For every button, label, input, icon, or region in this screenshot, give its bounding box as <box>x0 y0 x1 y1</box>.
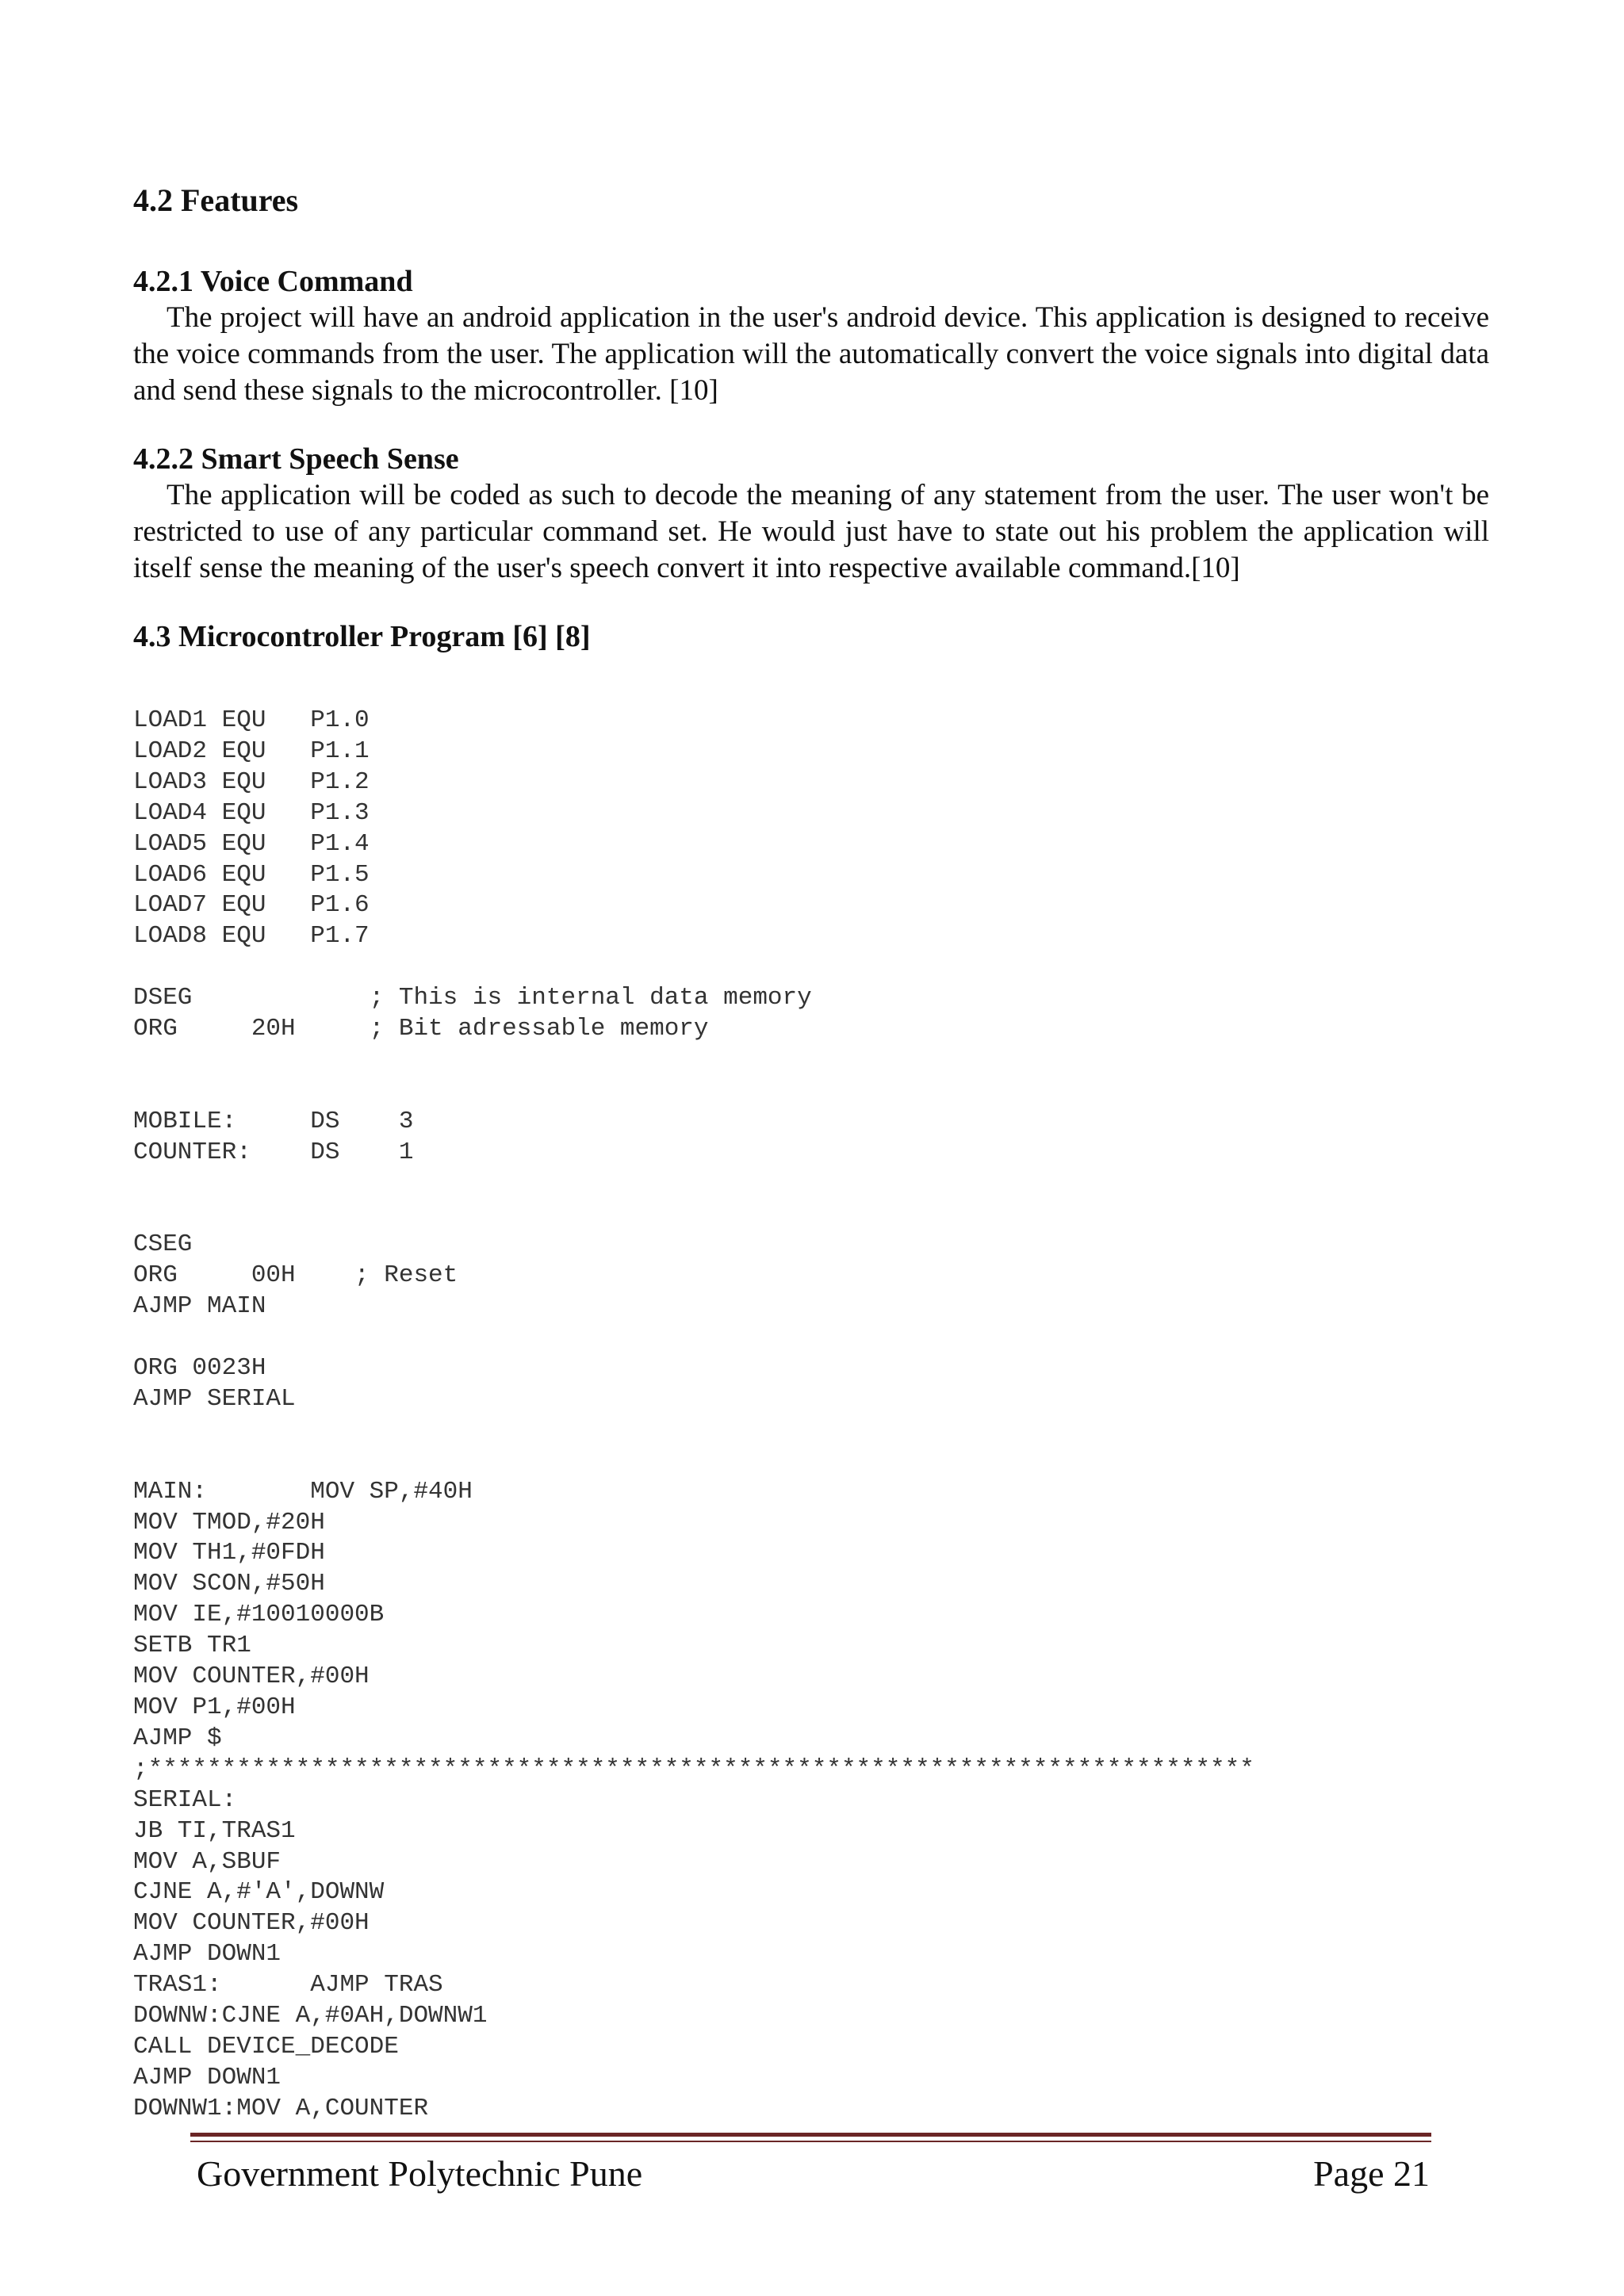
code-line: ORG 20H ; Bit adressable memory <box>133 1015 709 1043</box>
code-line <box>133 1200 1489 1230</box>
page-footer <box>197 2150 1430 2198</box>
code-line: COUNTER: DS 1 <box>133 1138 414 1166</box>
code-line: SETB TR1 <box>133 1632 251 1660</box>
code-line <box>133 1322 1489 1353</box>
code-line: SERIAL: <box>133 1785 237 1814</box>
code-line: AJMP MAIN <box>133 1292 266 1321</box>
code-line: MOV TH1,#0FDH <box>133 1539 325 1567</box>
code-line: AJMP DOWN1 <box>133 2063 282 2091</box>
code-line: LOAD7 EQU P1.6 <box>133 891 370 920</box>
code-line: DOWNW:CJNE A,#0AH,DOWNW1 <box>133 2002 488 2030</box>
code-line: CALL DEVICE_DECODE <box>133 2032 399 2061</box>
code-line: ;*************************************************************************** <box>133 1755 1254 1783</box>
footer-institution: Government Polytechnic Pune <box>197 2153 643 2194</box>
code-line: LOAD2 EQU P1.1 <box>133 737 370 765</box>
code-line: LOAD1 EQU P1.0 <box>133 706 370 734</box>
voice-command-heading: 4.2.1 Voice Command <box>133 265 413 298</box>
code-line: ORG 00H ; Reset <box>133 1261 458 1290</box>
code-line: CSEG <box>133 1230 193 1259</box>
code-line: ORG 0023H <box>133 1354 266 1383</box>
features-heading: 4.2 Features <box>133 182 299 218</box>
code-line <box>133 1446 1489 1477</box>
code-line: LOAD3 EQU P1.2 <box>133 767 370 796</box>
code-line: CJNE A,#'A',DOWNW <box>133 1878 385 1907</box>
code-line <box>133 1045 1489 1076</box>
code-line <box>133 1076 1489 1107</box>
code-line: MOBILE: DS 3 <box>133 1107 414 1135</box>
microcontroller-program-heading: 4.3 Microcontroller Program [6] [8] <box>133 620 591 653</box>
page-content <box>133 181 1489 2125</box>
code-line <box>133 952 1489 983</box>
footer-page-number: Page 21 <box>1313 2153 1430 2194</box>
code-line: DOWNW1:MOV A,COUNTER <box>133 2094 429 2122</box>
code-line: LOAD8 EQU P1.7 <box>133 922 370 951</box>
code-line <box>133 1415 1489 1446</box>
code-line: DSEG ; This is internal data memory <box>133 984 812 1012</box>
code-line: MOV A,SBUF <box>133 1847 282 1876</box>
voice-command-paragraph: The project will have an android application in the user's android device. This application is designed to receive the voice commands from the user. The application will the automatically convert the voice signals into digital data and send these signals to the microcontroller. [10] <box>133 301 1489 407</box>
assembly-code-listing <box>133 706 1489 2125</box>
code-line: LOAD6 EQU P1.5 <box>133 860 370 889</box>
code-line: TRAS1: AJMP TRAS <box>133 1971 443 1999</box>
code-line: MOV COUNTER,#00H <box>133 1663 370 1691</box>
code-line: MOV SCON,#50H <box>133 1570 325 1598</box>
footer-rule-thick <box>190 2133 1431 2137</box>
code-line: MOV IE,#10010000B <box>133 1601 385 1629</box>
code-line: AJMP $ <box>133 1724 222 1752</box>
code-line: LOAD5 EQU P1.4 <box>133 829 370 858</box>
smart-speech-paragraph: The application will be coded as such to decode the meaning of any statement from the user. The user won't be restricted to use of any particular command set. He would just have to state out his problem the application will itself sense the meaning of the user's speech convert it into respective available command.[10] <box>133 479 1489 584</box>
code-line: AJMP DOWN1 <box>133 1940 282 1969</box>
code-line: AJMP SERIAL <box>133 1384 296 1413</box>
code-line: JB TI,TRAS1 <box>133 1816 296 1845</box>
code-line: MOV P1,#00H <box>133 1693 296 1721</box>
code-line: MOV COUNTER,#00H <box>133 1909 370 1938</box>
smart-speech-heading: 4.2.2 Smart Speech Sense <box>133 442 459 476</box>
code-line: MAIN: MOV SP,#40H <box>133 1477 473 1506</box>
footer-rule-thin <box>190 2141 1431 2142</box>
code-line: LOAD4 EQU P1.3 <box>133 798 370 827</box>
code-line: MOV TMOD,#20H <box>133 1508 325 1536</box>
code-line <box>133 1169 1489 1200</box>
